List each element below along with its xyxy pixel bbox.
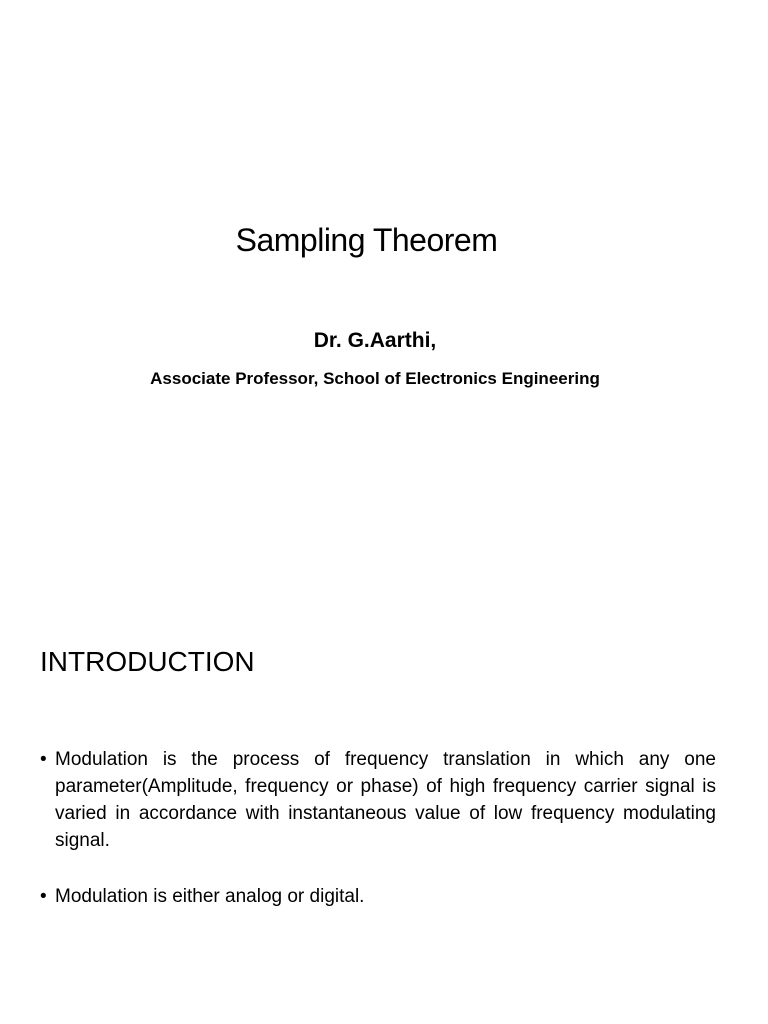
bullet-text: Modulation is either analog or digital.	[55, 886, 365, 907]
list-item	[40, 883, 716, 910]
introduction-slide	[0, 512, 768, 1024]
section-heading: INTRODUCTION	[40, 646, 255, 677]
list-item	[40, 746, 716, 854]
bullet-icon: •	[40, 749, 47, 770]
bullet-list	[40, 746, 716, 939]
slide-title: Sampling Theorem	[235, 222, 498, 258]
bullet-icon: •	[40, 886, 47, 907]
bullet-text: Modulation is the process of frequency translation in which any one parameter(Amplitude, frequency or phase) of high frequency carrier signal is varied in accordance with instantaneous value of low frequency modulating signal.	[55, 749, 716, 851]
author-affiliation: Associate Professor, School of Electronics Engineering	[150, 369, 600, 388]
author-name: Dr. G.Aarthi,	[313, 329, 437, 352]
